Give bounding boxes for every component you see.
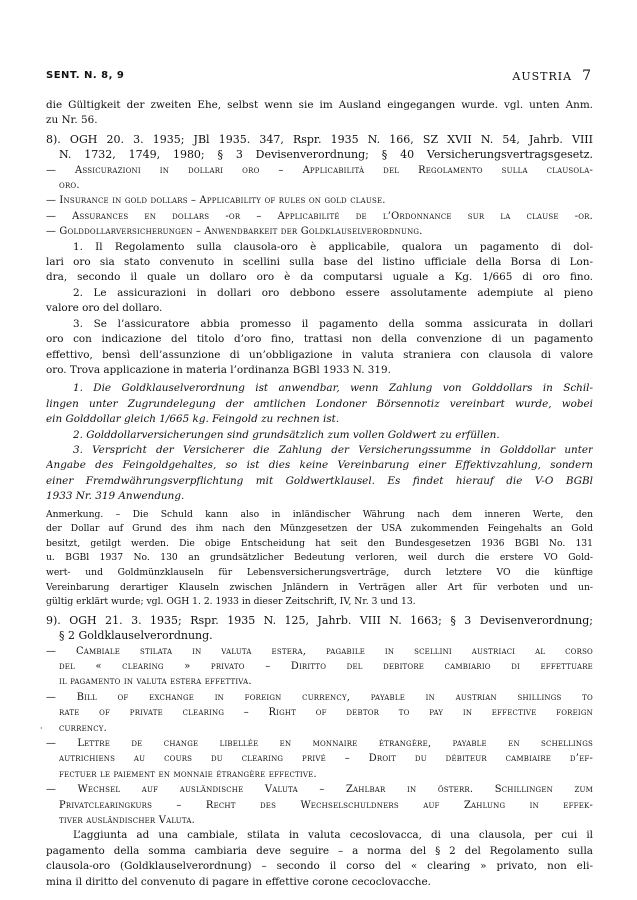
annotation-line: u. BGBl 1937 No. 130 an grundsätzlicher Bedeutung verloren, weil durch die erstere VO Gold- xyxy=(46,552,593,564)
text-line: oro. Trova applicazione in materia l’ordinanza BGBl 1933 N. 319. xyxy=(46,363,391,376)
annotation-line: besitzt, getilgt werden. Die obige Entscheidung hat seit den Bundesgesetzen 1936 BGBl No. 131 xyxy=(46,537,593,549)
keyword-line: autrichiens au cours du clearing privé – Droit du débiteur cambiaire d’ef- xyxy=(59,753,593,765)
text-line-italic: lingen unter Zugrundelegung der amtlichen Londoner Börsennotiz vereinbart wurde, wobei xyxy=(46,397,593,410)
keyword-line: — Bill of exchange in foreign currency, payable in austrian shillings to xyxy=(46,691,593,703)
annotation-line: Vereinbarung derartiger Klauseln zwischen Jnländern in Verträgen aller Art für verboten und un- xyxy=(46,581,593,593)
keyword-line: — Assicurazioni in dollari oro – Applicabilità del Regolamento sulla clausola- xyxy=(46,164,593,176)
text-line: pagamento della somma cambiaria deve seguire – a norma del § 2 del Regolamento sulla xyxy=(46,844,593,857)
keyword-line: il pagamento in valuta estera effettiva. xyxy=(59,676,252,688)
margin-mark: · xyxy=(40,724,43,733)
keyword-line: del « clearing » privato – Diritto del debitore cambiario di effettuare xyxy=(59,660,593,672)
keyword-line: — Cambiale stilata in valuta estera, pagabile in scellini austriaci al corso xyxy=(46,645,593,657)
text-line: 2. Le assicurazioni in dollari oro debbono essere assolutamente adempiute al pieno xyxy=(73,286,593,299)
text-line: die Gültigkeit der zweiten Ehe, selbst wenn sie im Ausland eingegangen wurde. vgl. unten Anm. xyxy=(46,99,593,111)
text-line-italic: Angabe des Feingoldgehaltes, so ist dies keine Vereinbarung einer Effektivzahlung, sondern xyxy=(46,459,593,472)
text-line-italic: 1. Die Goldklauselverordnung ist anwendbar, wenn Zahlung von Golddollars in Schil- xyxy=(73,382,593,395)
keyword-line: tiver ausländischer Valuta. xyxy=(59,815,195,826)
text-line: dra, secondo il quale un dollaro oro è da computarsi uguale a Kg. 1/665 di oro fino. xyxy=(46,271,593,284)
keyword-line: — Wechsel auf ausländische Valuta – Zahlbar in österr. Schillingen zum xyxy=(46,784,593,796)
text-line-italic: 2. Golddollarversicherungen sind grundsätzlich zum vollen Goldwert zu erfüllen. xyxy=(73,428,500,441)
text-line: mina il diritto del convenuto di pagare in effettive corone cecoclovacche. xyxy=(46,875,431,888)
text-line: effettivo, bensì dell’assunzione di un’obbligazione in valuta straniera con clausola di valore xyxy=(46,348,593,361)
annotation-line: gültig erklärt wurde; vgl. OGH 1. 2. 1933 in dieser Zeitschrift, IV, Nr. 3 und 13. xyxy=(46,596,416,608)
text-line-italic: einer Fremdwährungsverpflichtung mit Goldwertklausel. Es findet hierauf die V-O BGBl xyxy=(46,474,593,487)
keyword-line: — Assurances en dollars -or – Applicabilité de l’Ordonnance sur la clause -or. xyxy=(46,210,593,222)
running-header xyxy=(46,70,591,86)
text-line: clausola-oro (Goldklauselverordnung) – secondo il corso del « clearing » privato, non eli- xyxy=(46,860,593,873)
text-line: zu Nr. 56. xyxy=(46,114,98,127)
annotation-line: Anmerkung. – Die Schuld kann also in inländischer Währung nach dem inneren Werte, den xyxy=(46,508,593,520)
keyword-line: — Lettre de change libellée en monnaire étrangère, payable en schellings xyxy=(46,737,593,749)
case-heading-8: 8). OGH 20. 3. 1935; JBl 1935. 347, Rspr. 1935 N. 166, SZ XVII N. 54, Jahrb. VIII xyxy=(46,132,593,146)
annotation-line: wert- und Goldmünzklauseln für Lebensversicherungsverträge, durch letztere VO die künftige xyxy=(46,566,593,578)
keyword-line: oro. xyxy=(59,180,80,192)
keyword-line: rate of private clearing – Right of debtor to pay in effective foreign xyxy=(59,707,593,719)
page-body xyxy=(46,98,593,890)
text-line: 3. Se l’assicuratore abbia promesso il pagamento della somma assicurata in dollari xyxy=(73,317,593,330)
keyword-line: Privatclearingkurs – Recht des Wechselschuldners auf Zahlung in effek- xyxy=(59,799,593,811)
text-line: lari oro sia stato convenuto in scellini sulla base del listino ufficiale della Borsa di Lon- xyxy=(46,256,593,269)
keyword-line: — Insurance in gold dollars – Applicability of rules on gold clause. xyxy=(46,195,386,207)
text-line-italic: ein Golddollar gleich 1/665 kg. Feingold zu rechnen ist. xyxy=(46,413,340,426)
keyword-line: — Golddollarversicherungen – Anwendbarkeit der Goldklauselverordnung. xyxy=(46,226,423,238)
annotation-line: der Dollar auf Grund des ihm nach den Münzgesetzen der USA zukommenden Feingehalts an Gold xyxy=(46,523,593,535)
keyword-line: fectuer le paiement en monnaie étrangère effective. xyxy=(59,768,317,780)
case-heading-9-cont: § 2 Goldklauselverordnung. xyxy=(59,629,213,643)
text-line-italic: 3. Verspricht der Versicherer die Zahlung der Versicherungssumme in Golddollar unter xyxy=(73,443,593,456)
case-heading-8-cont: N. 1732, 1749, 1980; § 3 Devisenverordnung; § 40 Versicherungsvertragsgesetz. xyxy=(59,148,593,162)
case-heading-9: 9). OGH 21. 3. 1935; Rspr. 1935 N. 125, Jahrb. VIII N. 1663; § 3 Devisenverordnung; xyxy=(46,613,593,627)
text-line: valore oro del dollaro. xyxy=(46,302,163,315)
text-line: 1. Il Regolamento sulla clausola-oro è applicabile, qualora un pagamento di dol- xyxy=(73,240,593,253)
page-number: 7 xyxy=(582,68,591,84)
header-section-ref: SENT. N. 8, 9 xyxy=(46,70,125,81)
keyword-line: currency. xyxy=(59,722,107,734)
text-line: L’aggiunta ad una cambiale, stilata in valuta cecoslovacca, di una clausola, per cui il xyxy=(73,829,593,842)
text-line: oro con indicazione del titolo d’oro fino, trattasi non della convenzione di un pagamento xyxy=(46,333,593,346)
text-line-italic: 1933 Nr. 319 Anwendung. xyxy=(46,490,185,503)
header-country: AUSTRIA 7 xyxy=(512,68,591,84)
